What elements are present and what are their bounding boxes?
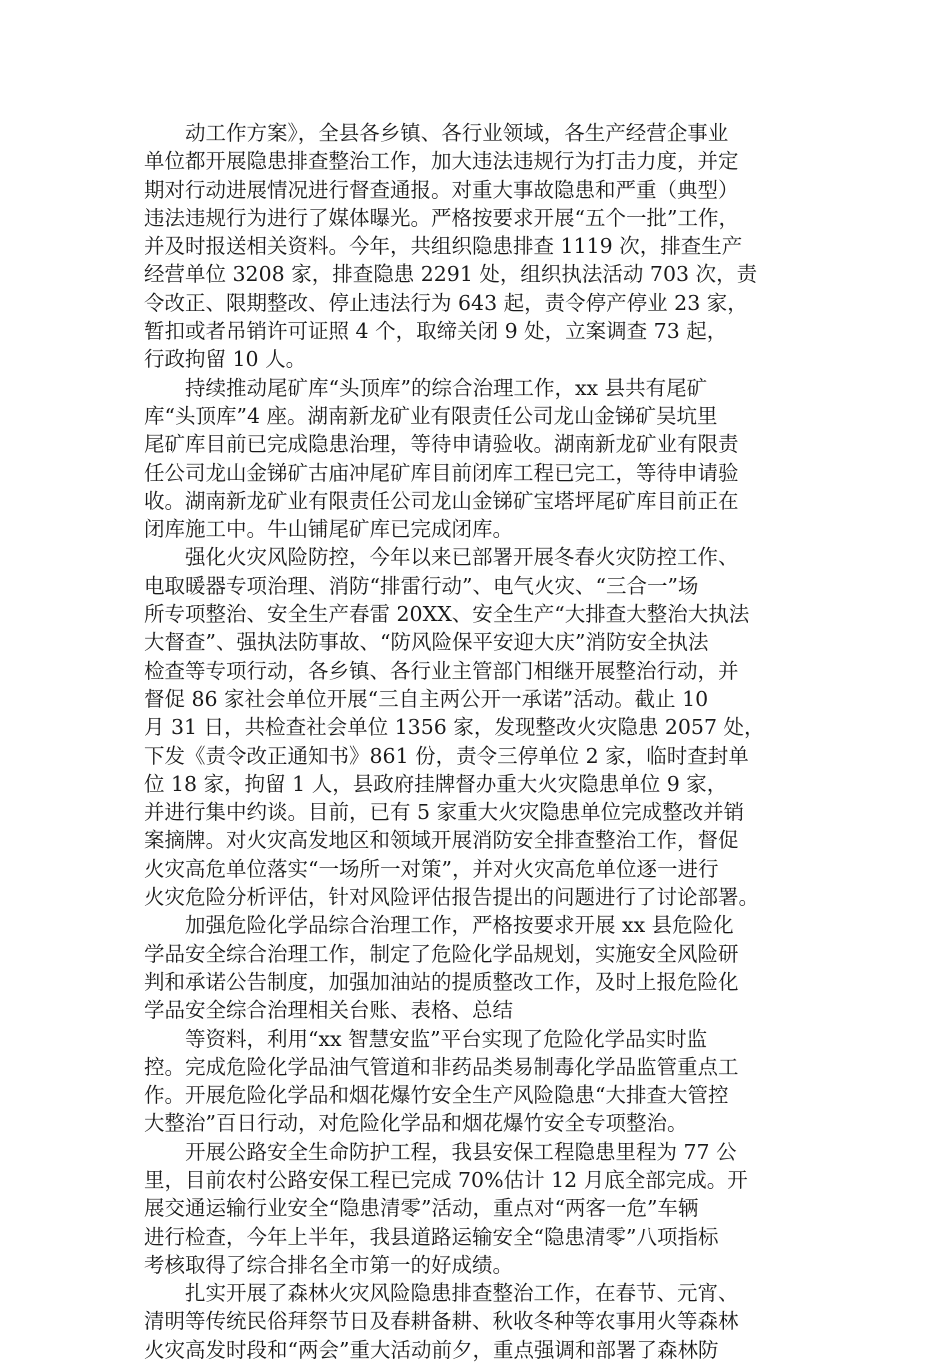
paragraph-forest-fire — [144, 1279, 828, 1364]
text-line: 开展公路安全生命防护工程，我县安保工程隐患里程为 77 公 — [185, 1139, 737, 1164]
text-line: 下发《责令改正通知书》861 份，责令三停单位 2 家，临时查封单 — [144, 743, 749, 768]
text-line: 位 18 家，拘留 1 人，县政府挂牌督办重大火灾隐患单位 9 家， — [144, 771, 728, 796]
text-line: 控。完成危险化学品油气管道和非药品类易制毒化学品监管重点工 — [144, 1054, 739, 1079]
paragraph-fire-risk — [144, 543, 828, 911]
paragraph-hazardous-chemicals — [144, 911, 828, 1024]
text-line: 大督查”、强执法防事故、“防风险保平安迎大庆”消防安全执法 — [144, 630, 709, 655]
text-line: 尾矿库目前已完成隐患治理，等待申请验收。湖南新龙矿业有限责 — [144, 432, 739, 457]
text-line: 督促 86 家社会单位开展“三自主两公开一承诺”活动。截止 10 — [144, 686, 709, 711]
text-line: 学品安全综合治理相关台账、表格、总结 — [144, 998, 513, 1023]
text-line: 动工作方案》，全县各乡镇、各行业领域，各生产经营企事业 — [185, 121, 729, 145]
text-line: 火灾高发时段和“两会”重大活动前夕，重点强调和部署了森林防 — [144, 1337, 719, 1362]
text-line: 等资料，利用“xx 智慧安监”平台实现了危险化学品实时监 — [185, 1026, 708, 1051]
text-line: 并及时报送相关资料。今年，共组织隐患排查 1119 次，排查生产 — [144, 234, 743, 259]
paragraph-smart-safety-platform — [144, 1025, 828, 1138]
text-line: 大整治”百日行动，对危险化学品和烟花爆竹安全专项整治。 — [144, 1111, 688, 1136]
text-line: 单位都开展隐患排查整治工作，加大违法违规行为打击力度，并定 — [144, 149, 739, 174]
text-line: 收。湖南新龙矿业有限责任公司龙山金锑矿宝塔坪尾矿库目前正在 — [144, 488, 739, 513]
text-line: 月 31 日，共检查社会单位 1356 家，发现整改火灾隐患 2057 处， — [144, 715, 765, 740]
text-line: 清明等传统民俗拜祭节日及春耕备耕、秋收冬种等农事用火等森林 — [144, 1309, 739, 1334]
text-line: 违法违规行为进行了媒体曝光。严格按要求开展“五个一批”工作， — [144, 205, 739, 230]
text-line: 加强危险化学品综合治理工作，严格按要求开展 xx 县危险化 — [185, 913, 734, 938]
text-line: 所专项整治、安全生产春雷 20XX、安全生产“大排查大整治大执法 — [144, 602, 750, 627]
paragraph-tailings-pond — [144, 374, 828, 544]
text-line: 扎实开展了森林火灾风险隐患排查整治工作，在春节、元宵、 — [185, 1281, 739, 1306]
text-line: 闭库施工中。牛山铺尾矿库已完成闭库。 — [144, 517, 513, 542]
document-body — [144, 119, 828, 1364]
paragraph-hazard-inspection — [144, 119, 828, 374]
text-line: 持续推动尾矿库“头顶库”的综合治理工作，xx 县共有尾矿 — [185, 375, 708, 400]
text-line: 暂扣或者吊销许可证照 4 个，取缔关闭 9 处，立案调查 73 起， — [144, 319, 728, 344]
text-line: 检查等专项行动，各乡镇、各行业主管部门相继开展整治行动，并 — [144, 658, 739, 683]
text-line: 电取暖器专项治理、消防“排雷行动”、电气火灾、“三合一”场 — [144, 573, 699, 598]
text-line: 火灾高危单位落实“一场所一对策”，并对火灾高危单位逐一进行 — [144, 856, 719, 881]
text-line: 令改正、限期整改、停止违法行为 643 起，责令停产停业 23 家， — [144, 290, 748, 315]
text-line: 期对行动进展情况进行督查通报。对重大事故隐患和严重（典型） — [144, 177, 739, 202]
text-line: 经营单位 3208 家，排查隐患 2291 处，组织执法活动 703 次，责 — [144, 262, 758, 287]
text-line: 火灾危险分析评估，针对风险评估报告提出的问题进行了讨论部署。 — [144, 885, 759, 910]
text-line: 里，目前农村公路安保工程已完成 70%估计 12 月底全部完成。开 — [144, 1167, 748, 1192]
paragraph-road-safety — [144, 1138, 828, 1279]
text-line: 行政拘留 10 人。 — [144, 347, 307, 372]
text-line: 进行检查，今年上半年，我县道路运输安全“隐患清零”八项指标 — [144, 1224, 719, 1249]
text-line: 案摘牌。对火灾高发地区和领域开展消防安全排查整治工作，督促 — [144, 828, 739, 853]
text-line: 作。开展危险化学品和烟花爆竹安全生产风险隐患“大排查大管控 — [144, 1083, 729, 1108]
text-line: 任公司龙山金锑矿古庙冲尾矿库目前闭库工程已完工，等待申请验 — [144, 460, 739, 485]
text-line: 库“头顶库”4 座。湖南新龙矿业有限责任公司龙山金锑矿吴坑里 — [144, 403, 718, 428]
text-line: 考核取得了综合排名全市第一的好成绩。 — [144, 1252, 513, 1277]
text-line: 并进行集中约谈。目前，已有 5 家重大火灾隐患单位完成整改并销 — [144, 800, 745, 825]
text-line: 学品安全综合治理工作，制定了危险化学品规划，实施安全风险研 — [144, 941, 739, 966]
text-line: 强化火灾风险防控，今年以来已部署开展冬春火灾防控工作、 — [185, 545, 739, 570]
text-line: 展交通运输行业安全“隐患清零”活动，重点对“两客一危”车辆 — [144, 1196, 699, 1221]
text-line: 判和承诺公告制度，加强加油站的提质整改工作，及时上报危险化 — [144, 969, 739, 994]
